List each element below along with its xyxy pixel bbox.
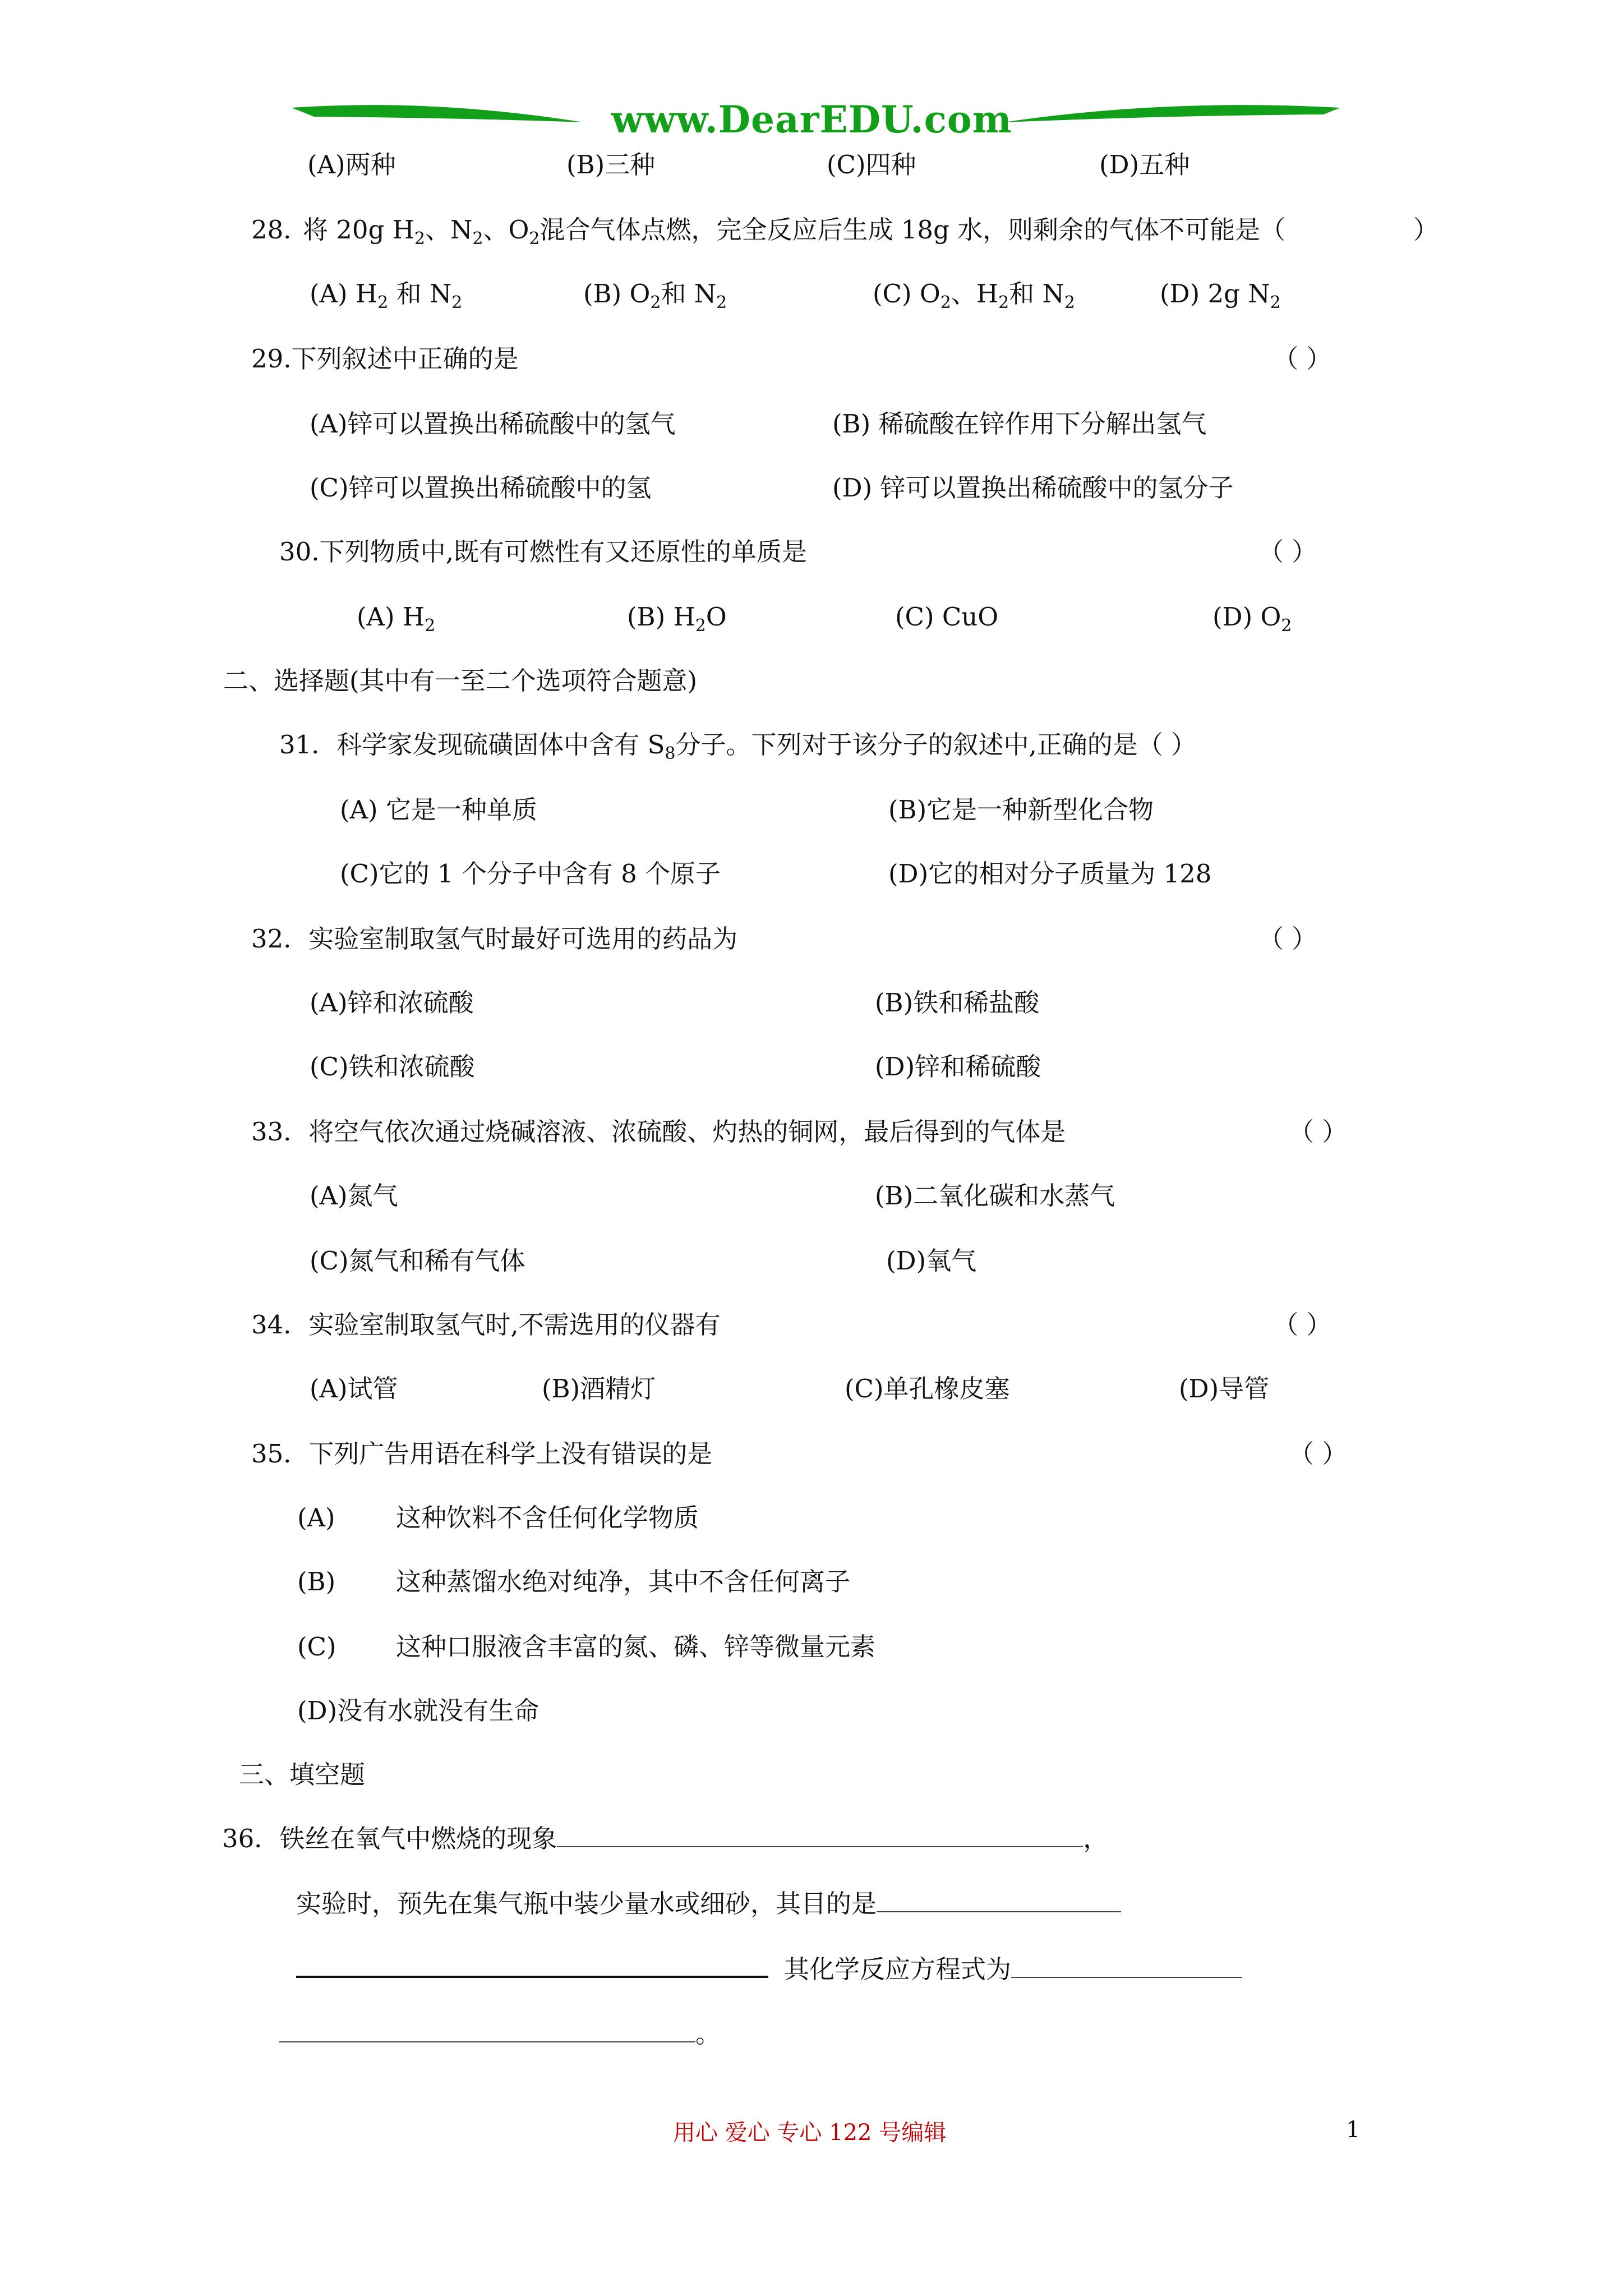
q31-option-c: (C)它的 1 个分子中含有 8 个原子: [340, 859, 721, 889]
q36-equation-prompt: 其化学反应方程式为: [784, 1954, 1012, 1984]
q34-option-b: (B)酒精灯: [542, 1374, 656, 1404]
q30-option-b: (B) $H_2O$: [627, 602, 727, 636]
q36-line-1: [222, 1823, 1108, 1855]
q33-option-a: (A)氮气: [310, 1181, 398, 1211]
q28-number: 28．: [251, 215, 309, 245]
q27-option-c: (C)四种: [827, 150, 916, 180]
section-2-heading: 二、选择题(其中有一至二个选项符合题意): [223, 666, 698, 696]
q29-option-b: (B) 稀硫酸在锌作用下分解出氢气: [832, 409, 1207, 439]
q33-stem: 33．将空气依次通过烧碱溶液、浓硫酸、灼热的铜网，最后得到的气体是: [251, 1117, 1066, 1147]
q36-blank-purpose-cont[interactable]: [296, 1953, 768, 1978]
q36-blank-phenomenon[interactable]: [557, 1824, 1083, 1847]
q35-answer-paren: （ ）: [1289, 1439, 1348, 1469]
site-name: www.DearEDU.com: [611, 98, 1012, 141]
q36-line-4: [279, 2018, 721, 2050]
q33-option-c: (C)氮气和稀有气体: [310, 1246, 525, 1276]
q33-option-d: (D)氧气: [886, 1246, 977, 1276]
q36-purpose-prompt: 实验时，预先在集气瓶中装少量水或细砂，其目的是: [296, 1889, 877, 1918]
q32-answer-paren: （ ）: [1258, 924, 1317, 954]
q36-blank-equation[interactable]: [1011, 1954, 1242, 1978]
q34-option-a: (A)试管: [310, 1374, 398, 1404]
q30-option-c: (C) CuO: [895, 602, 999, 632]
q30-stem: 30.下列物质中,既有可燃性有又还原性的单质是: [279, 537, 807, 567]
q33-answer-paren: （ ）: [1289, 1117, 1348, 1147]
q36-line-2: [296, 1888, 1121, 1920]
q35-stem: 35．下列广告用语在科学上没有错误的是: [251, 1439, 713, 1469]
q32-option-b: (B)铁和稀盐酸: [875, 988, 1040, 1018]
q32-option-c: (C)铁和浓硫酸: [310, 1052, 475, 1082]
q35-option-a-text: 这种饮料不含任何化学物质: [396, 1503, 699, 1533]
q34-option-c: (C)单孔橡皮塞: [845, 1374, 1010, 1404]
q28-option-a: (A) $H_2$ 和 $N_2$: [310, 279, 463, 312]
q36-line-3: [296, 1953, 1242, 1985]
q36-blank-equation-cont[interactable]: [279, 2019, 695, 2042]
q36-blank-purpose[interactable]: [877, 1889, 1121, 1912]
q28-text: 将 20g $H_2$、$N_2$、$O_2$混合气体点燃，完全反应后生成 18g 水，则剩余的气体不可能是（: [303, 215, 1286, 249]
q32-option-a: (A)锌和浓硫酸: [310, 988, 474, 1018]
q31-stem: 31．科学家发现硫磺固体中含有 $S_8$分子。下列对于该分子的叙述中,正确的是（ ）: [279, 730, 1197, 763]
q36-stem: 36．铁丝在氧气中燃烧的现象: [222, 1824, 557, 1853]
q34-answer-paren: （ ）: [1273, 1310, 1332, 1340]
section-3-heading: 三、填空题: [239, 1760, 366, 1789]
q35-option-a-label: (A): [297, 1503, 335, 1533]
q35-option-b-label: (B): [297, 1567, 336, 1596]
q32-stem: 32．实验室制取氢气时最好可选用的药品为: [251, 924, 738, 954]
q34-stem: 34．实验室制取氢气时,不需选用的仪器有: [251, 1310, 721, 1340]
q28-option-b: (B) $O_2$和 $N_2$: [583, 279, 727, 312]
q27-option-d: (D)五种: [1099, 150, 1190, 180]
q29-stem: 29.下列叙述中正确的是: [251, 344, 519, 374]
q31-option-a: (A) 它是一种单质: [340, 795, 537, 825]
q33-option-b: (B)二氧化碳和水蒸气: [875, 1181, 1115, 1211]
q29-answer-paren: （ ）: [1273, 344, 1332, 374]
q30-answer-paren: （ ）: [1258, 537, 1317, 567]
q31-option-b: (B)它是一种新型化合物: [888, 795, 1154, 825]
q36-comma: ，: [1083, 1824, 1109, 1853]
q35-option-b-text: 这种蒸馏水绝对纯净，其中不含任何离子: [396, 1567, 851, 1596]
q31-option-d: (D)它的相对分子质量为 128: [888, 859, 1212, 889]
q28-option-d: (D) 2g $N_2$: [1160, 279, 1281, 312]
q34-option-d: (D)导管: [1179, 1374, 1270, 1404]
q30-option-a: (A) $H_2$: [357, 602, 436, 636]
site-header-logo: [292, 95, 1340, 146]
q27-option-b: (B)三种: [566, 150, 656, 180]
footer-note: 用心 爱心 专心 122 号编辑: [673, 2120, 947, 2146]
q28-paren-close: ）: [1413, 215, 1439, 245]
q30-option-d: (D) $O_2$: [1212, 602, 1292, 636]
q29-option-a: (A)锌可以置换出稀硫酸中的氢气: [310, 409, 676, 439]
q35-option-c-label: (C): [297, 1632, 336, 1662]
q29-option-c: (C)锌可以置换出稀硫酸中的氢: [310, 473, 652, 503]
page-number: 1: [1346, 2117, 1361, 2143]
q29-option-d: (D) 锌可以置换出稀硫酸中的氢分子: [832, 473, 1234, 503]
q27-option-a: (A)两种: [307, 150, 396, 180]
q32-option-d: (D)锌和稀硫酸: [875, 1052, 1041, 1082]
q35-option-c-text: 这种口服液含丰富的氮、磷、锌等微量元素: [396, 1632, 876, 1662]
q35-option-d: (D)没有水就没有生命: [297, 1696, 540, 1726]
q36-period: 。: [695, 2019, 721, 2049]
q28-option-c: (C) $O_2$、$H_2$和 $N_2$: [873, 279, 1075, 312]
